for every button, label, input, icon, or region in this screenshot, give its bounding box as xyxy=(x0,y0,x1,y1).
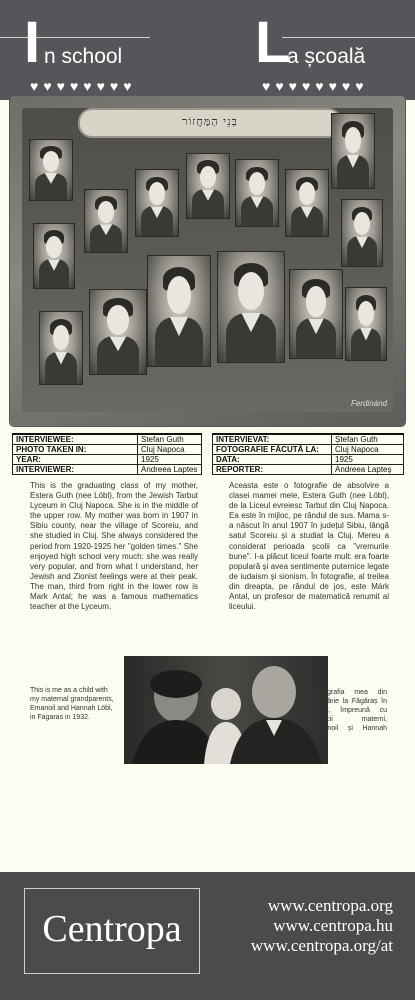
info-table-en xyxy=(12,433,202,475)
table-row xyxy=(13,445,202,455)
portrait xyxy=(136,170,178,236)
portrait-mark-antal xyxy=(218,252,284,362)
tableau-banner-text: בְּנֵי הַמַּחֲזוֹר xyxy=(182,115,238,128)
table-row xyxy=(13,434,202,445)
family-photo-figures xyxy=(124,656,328,764)
table-row xyxy=(213,445,404,455)
portrait xyxy=(90,290,146,374)
centropa-logo[interactable] xyxy=(24,888,200,974)
story-text-ro: Aceasta este o fotografie de absolvire a clasei mamei mele, Estera Guth (nee Löbl), de la Liceul evreiesc Tarbut din Cluj Napoca. Ea este în mijloc, pe rândul de sus. Mama s-a născut în anul 1907 în județul Sibiu, lângă satul Scoreiu și a studiat la Cluj. Mereu a considerat perioada școlii ca "vremurile bune". I-a plăcut liceul foarte mult: era foarte populară și avea sentimente puternice legate de iudaism și sionism. În fotografie, al treilea din dreapta, pe rândul de jos, este Márk Antal, un profesor de matematică renumit al liceului. xyxy=(229,481,389,612)
portrait xyxy=(346,288,386,360)
link-centropa-org-at[interactable]: www.centropa.org/at xyxy=(250,936,393,955)
header-bar xyxy=(0,0,415,100)
label-fotografie-facuta-la: FOTOGRAFIE FĂCUTĂ LA: xyxy=(213,445,332,455)
footer-bar xyxy=(0,872,415,1000)
portrait xyxy=(30,140,72,200)
table-row xyxy=(13,455,202,465)
header-rule-left xyxy=(0,37,150,38)
value-year: 1925 xyxy=(138,455,202,465)
graduation-tableau xyxy=(10,96,405,426)
portrait xyxy=(286,170,328,236)
value-reporter: Andreea Lapteș xyxy=(332,465,404,475)
label-interviewee: INTERVIEWEE: xyxy=(13,434,138,445)
heart-row-right: ♥♥♥♥♥♥♥♥ xyxy=(262,78,369,94)
table-row xyxy=(13,465,202,475)
portrait xyxy=(332,114,374,188)
label-reporter: REPORTER: xyxy=(213,465,332,475)
tableau-banner xyxy=(80,110,340,136)
photographer-signature: Ferdinánd xyxy=(350,399,387,408)
caption-en: This is me as a child with my maternal grandparents, Emanoil and Hannah Löbl, in Fagaras in 1932. xyxy=(30,687,114,721)
label-intervievat: INTERVIEVAT: xyxy=(213,434,332,445)
value-intervievat: Ștefan Guth xyxy=(332,434,404,445)
value-data: 1925 xyxy=(332,455,404,465)
portrait xyxy=(85,190,127,252)
value-photo-taken-in: Cluj Napoca xyxy=(138,445,202,455)
class-photo xyxy=(10,96,405,426)
link-centropa-org[interactable]: www.centropa.org xyxy=(267,896,393,915)
info-table-ro xyxy=(212,433,404,475)
value-fotografie-facuta-la: Cluj Napoca xyxy=(332,445,404,455)
portrait xyxy=(148,256,210,366)
portrait xyxy=(342,200,382,266)
title-ro: a școală xyxy=(287,45,366,68)
title-ro-initial: L xyxy=(255,10,291,75)
heart-row-left: ♥♥♥♥♥♥♥♥ xyxy=(30,78,137,94)
link-centropa-hu[interactable]: www.centropa.hu xyxy=(273,916,393,935)
header-rule-right xyxy=(282,37,415,38)
value-interviewee: Stefan Guth xyxy=(138,434,202,445)
portrait xyxy=(290,270,342,358)
story-text-en: This is the graduating class of my mother, Estera Guth (nee Löbl), from the Jewish Tarbut Lyceum in Cluj Napoca. She is in the middle of the upper row. My mother was born in 1907 in Sibiu county, near the village of Scoreiu, and she studied in Cluj. She always considered the period from 1920-1925 her "golden times." She enjoyed high school very much: she was really very popular, and from what I understand, her Jewish and Zionist feelings were at their peak. The man, third from right in the lower row is Mark Antal; he was a famous mathematics teacher at the Lyceum. xyxy=(30,481,198,612)
label-interviewer: INTERVIEWER: xyxy=(13,465,138,475)
label-photo-taken-in: PHOTO TAKEN IN: xyxy=(13,445,138,455)
portrait xyxy=(40,312,82,384)
table-row xyxy=(213,434,404,445)
portrait-estera-guth xyxy=(187,154,229,218)
title-en: n school xyxy=(44,45,123,68)
portrait xyxy=(34,224,74,288)
title-en-initial: I xyxy=(24,10,41,75)
value-interviewer: Andreea Laptes xyxy=(138,465,202,475)
caption-ro: Fotografia mea din copilărie la Făgăraș în 1932, împreună cu bunicii materni, Emanoil și Hannah Löbl. xyxy=(313,689,387,741)
table-row xyxy=(213,465,404,475)
portrait xyxy=(236,160,278,226)
family-photo xyxy=(124,656,328,764)
label-data: DATA: xyxy=(213,455,332,465)
table-row xyxy=(213,455,404,465)
label-year: YEAR: xyxy=(13,455,138,465)
logo-text: Centropa xyxy=(42,908,182,950)
